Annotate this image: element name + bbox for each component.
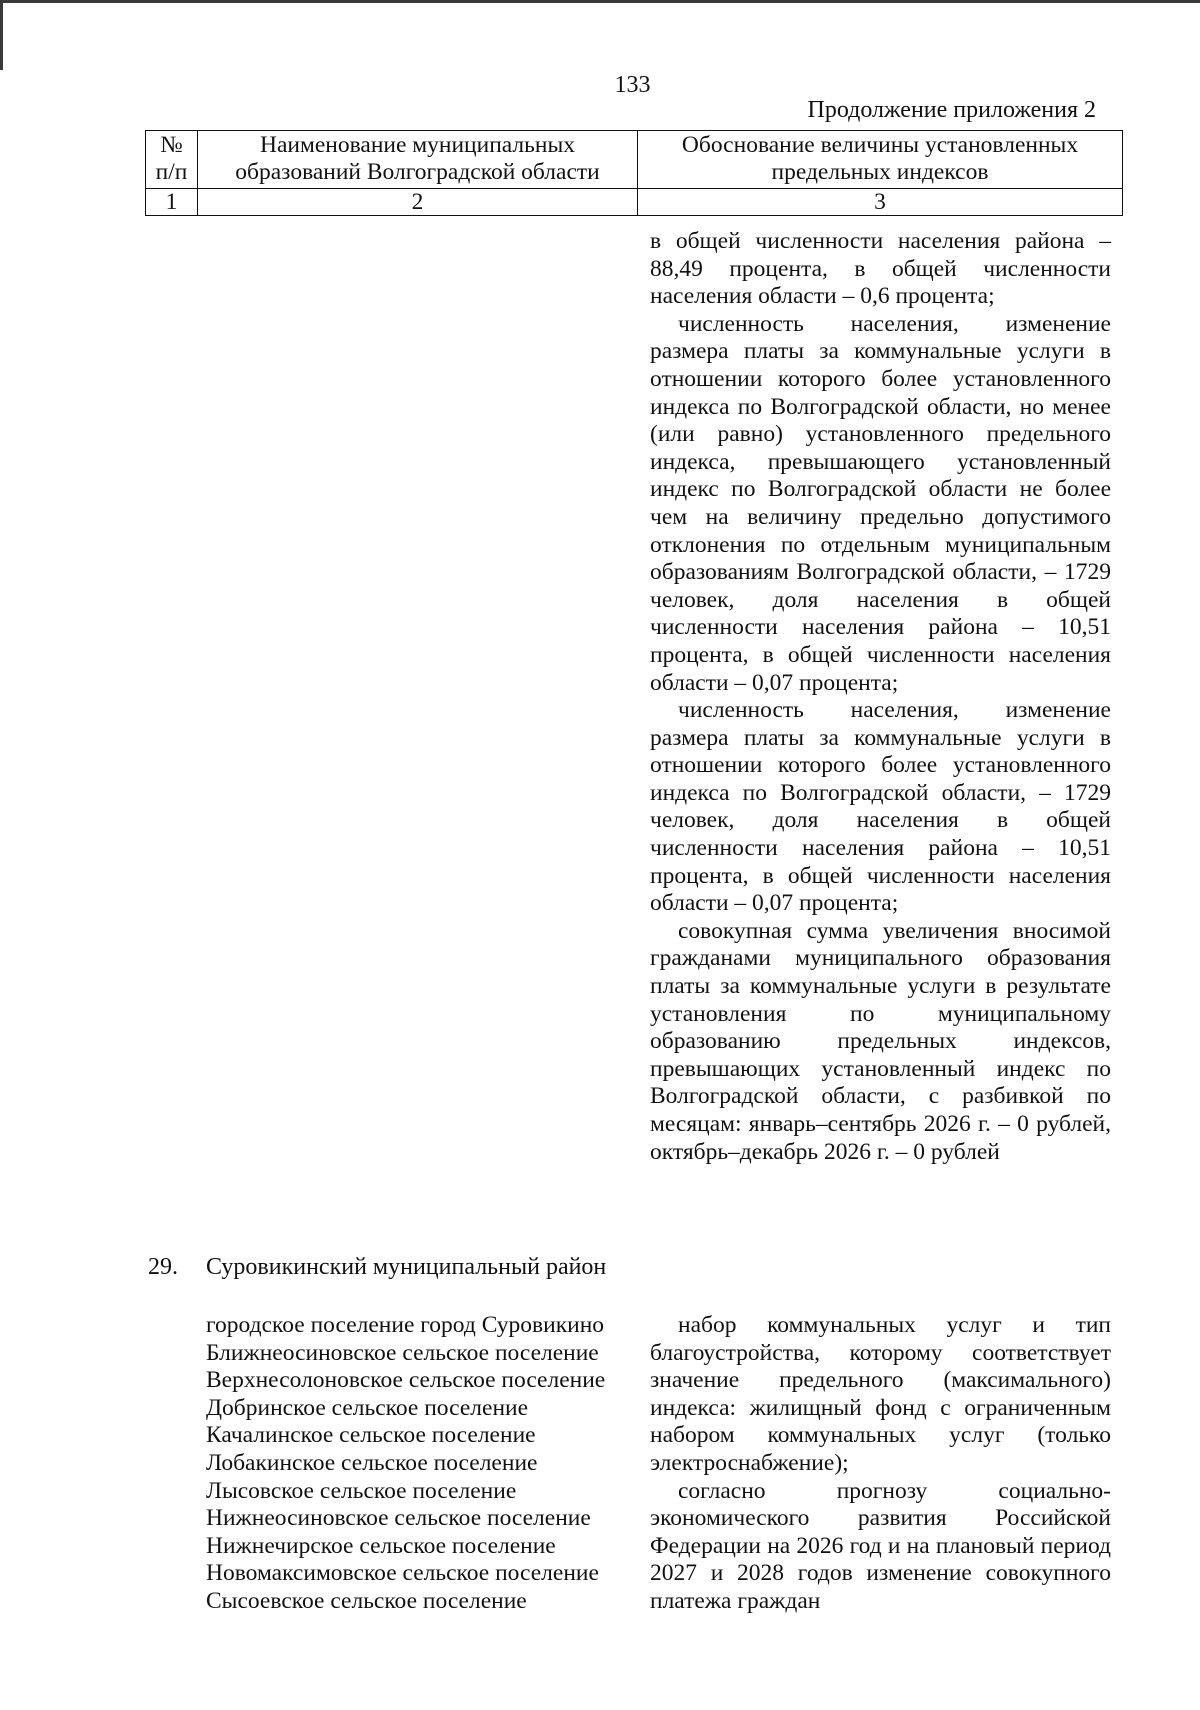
scan-border-left bbox=[0, 0, 3, 70]
header-col-name-line2: образований Волгоградской области bbox=[235, 159, 600, 185]
item-district-name: Суровикинский муниципальный район bbox=[206, 1254, 607, 1280]
list-item: Добринское сельское поселение bbox=[206, 1394, 529, 1421]
continued-paragraph-4: совокупная сумма увеличения вносимой гражданами муниципального образования платы за коммунальные услуги в результате установления по муниципальному образованию предельных индексов, превышающих установленный индекс по Волгоградской области, с разбивкой по месяцам: январь–сентябрь 2026 г. – 0 рублей, октябрь–декабрь 2026 г. – 0 рублей bbox=[650, 917, 1111, 1165]
header-num-2: 2 bbox=[198, 189, 638, 216]
list-item: Нижнечирское сельское поселение bbox=[206, 1532, 556, 1559]
header-num-1: 1 bbox=[146, 189, 198, 216]
list-item: Лысовское сельское поселение bbox=[206, 1477, 517, 1504]
settlement-list bbox=[206, 1312, 605, 1616]
list-item: Сысоевское сельское поселение bbox=[206, 1587, 527, 1614]
page-number: 133 bbox=[614, 72, 651, 98]
header-col-number bbox=[146, 131, 198, 189]
continued-paragraph-2: численность населения, изменение размера платы за коммунальные услуги в отношении которого более установленного индекса по Волгоградской области, но менее (или равно) установленного предельного индекса, превышающего установленный индекс по Волгоградской области не более чем на величину предельно допустимого отклонения по отдельным муниципальным образованиям Волгоградской области, – 1729 человек, доля населения в общей численности населения района – 10,51 процента, в общей численности населения области – 0,07 процента; bbox=[650, 310, 1111, 696]
header-col-name bbox=[198, 131, 638, 189]
item-justification bbox=[650, 1312, 1111, 1616]
table-header bbox=[145, 130, 1123, 216]
header-col-number-line2: п/п bbox=[155, 159, 188, 185]
continuation-label: Продолжение приложения 2 bbox=[807, 97, 1096, 123]
continued-paragraph-1: в общей численности населения района – 88,49 процента, в общей численности населения области – 0,6 процента; bbox=[650, 228, 1111, 310]
item-justification-paragraph-1: набор коммунальных услуг и тип благоустройства, которому соответствует значение предельного (максимального) индекса: жилищный фонд с ограниченным набором коммунальных услуг (только электроснабжение); bbox=[650, 1312, 1111, 1476]
list-item: Верхнесолоновское сельское поселение bbox=[206, 1367, 606, 1394]
list-item: Новомаксимовское сельское поселение bbox=[206, 1560, 599, 1587]
header-col-justification-line2: предельных индексов bbox=[771, 159, 989, 185]
list-item: Ближнеосиновское сельское поселение bbox=[206, 1339, 599, 1366]
header-col-number-line1: № bbox=[160, 132, 183, 158]
scan-border-top bbox=[0, 0, 1200, 3]
header-num-3: 3 bbox=[638, 189, 1123, 216]
continued-paragraph-3: численность населения, изменение размера платы за коммунальные услуги в отношении которого более установленного индекса по Волгоградской области, – 1729 человек, доля населения в общей численности населения района – 10,51 процента, в общей численности населения области – 0,07 процента; bbox=[650, 697, 1111, 917]
list-item: Качалинское сельское поселение bbox=[206, 1422, 536, 1449]
continued-justification bbox=[650, 228, 1111, 1166]
item-number: 29. bbox=[148, 1254, 178, 1280]
header-col-name-line1: Наименование муниципальных bbox=[260, 132, 575, 158]
header-col-justification bbox=[638, 131, 1123, 189]
list-item: городское поселение город Суровикино bbox=[206, 1312, 605, 1338]
item-justification-paragraph-2: согласно прогнозу социально-экономического развития Российской Федерации на 2026 год и на плановый период 2027 и 2028 годов изменение совокупного платежа граждан bbox=[650, 1477, 1111, 1614]
list-item: Нижнеосиновское сельское поселение bbox=[206, 1505, 591, 1532]
header-col-justification-line1: Обоснование величины установленных bbox=[681, 132, 1079, 158]
list-item: Лобакинское сельское поселение bbox=[206, 1449, 538, 1476]
